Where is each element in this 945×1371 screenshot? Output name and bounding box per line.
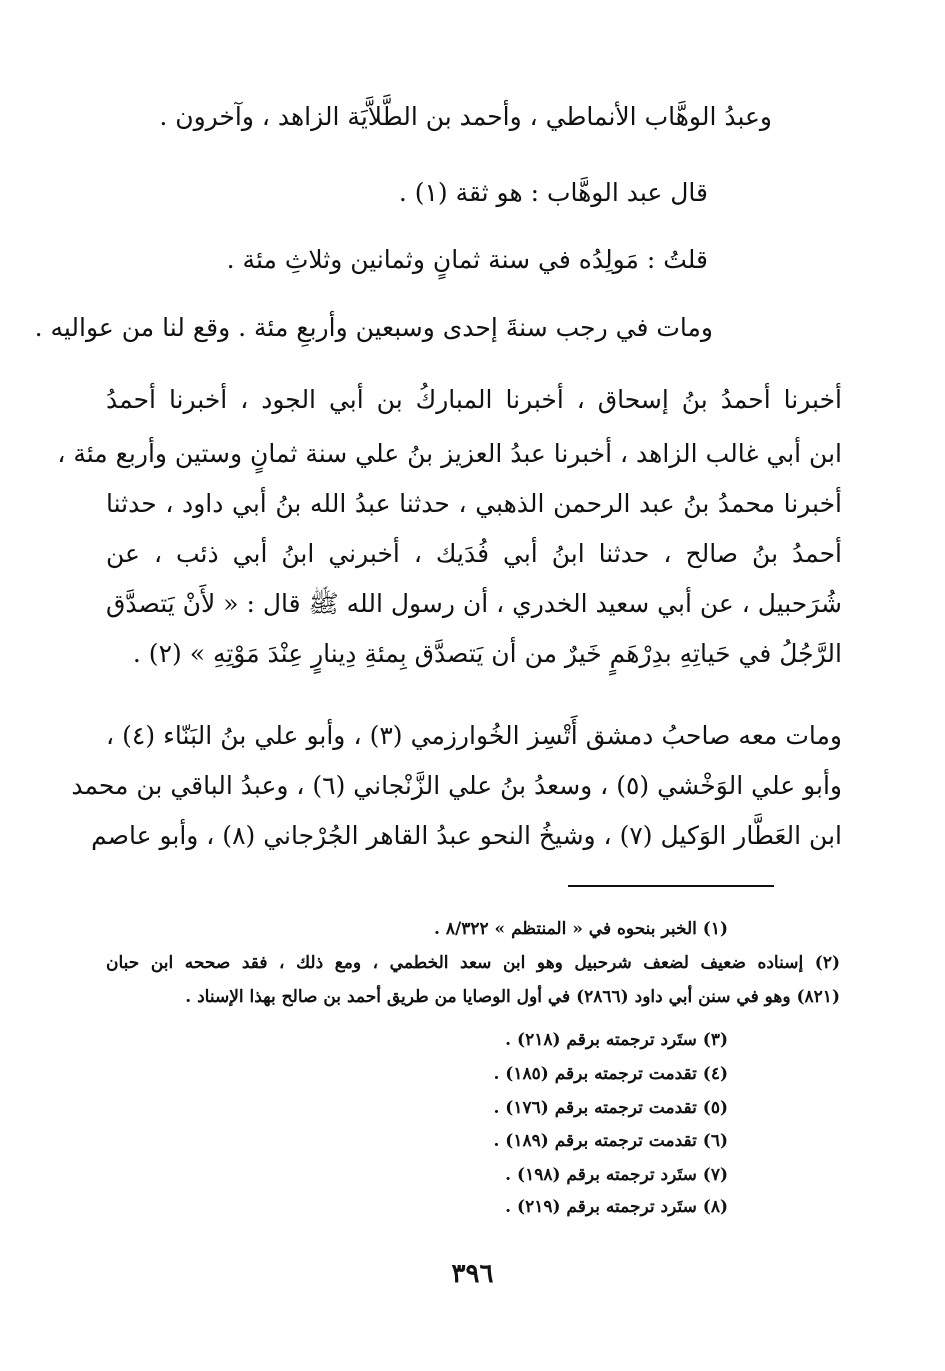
footnote-separator — [568, 885, 774, 887]
footnote-1: (١) الخبر بنحوه في « المنتظم » ٨/٣٢٢ . — [434, 919, 728, 939]
hadith-line-2: ابن أبي غالب الزاهد ، أخبرنا عبدُ العزيز بنُ علي سنة ثمانٍ وستين وأربع مئة ، — [57, 439, 842, 468]
text-line-top: وعبدُ الوهَّاب الأنماطي ، وأحمد بن الطَّلاَّيَة الزاهد ، وآخرون . — [159, 102, 772, 131]
footnote-3: (٣) ستَرد ترجمته برقم (٢١٨) . — [505, 1030, 728, 1050]
footnote-2-line-2: (٨٢١) وهو في سنن أبي داود (٢٨٦٦) في أول الوصايا من طريق أحمد بن صالح بهذا الإسناد . — [185, 987, 840, 1007]
hadith-line-3: أخبرنا محمدُ بنُ عبد الرحمن الذهبي ، حدثنا عبدُ الله بنُ أبي داود ، حدثنا — [106, 489, 842, 518]
footnote-4: (٤) تقدمت ترجمته برقم (١٨٥) . — [493, 1064, 728, 1084]
text-line-note-thiqa: قال عبد الوهَّاب : هو ثقة (١) . — [398, 178, 708, 207]
hadith-line-5: شُرَحبيل ، عن أبي سعيد الخدري ، أن رسول الله ﷺ قال : « لأَنْ يَتصدَّق — [106, 589, 842, 618]
page-number: ٣٩٦ — [451, 1259, 494, 1289]
footnote-6: (٦) تقدمت ترجمته برقم (١٨٩) . — [493, 1131, 728, 1151]
death-line-2: وأبو علي الوَخْشي (٥) ، وسعدُ بنُ علي الزَّنْجاني (٦) ، وعبدُ الباقي بن محمد — [71, 771, 842, 800]
footnote-5: (٥) تقدمت ترجمته برقم (١٧٦) . — [493, 1098, 728, 1118]
death-line-3: ابن العَطَّار الوَكيل (٧) ، وشيخُ النحو عبدُ القاهر الجُرْجاني (٨) ، وأبو عاصم — [91, 821, 842, 850]
footnote-2-line-1: (٢) إسناده ضعيف لضعف شرحبيل وهو ابن سعد الخطمي ، ومع ذلك ، فقد صححه ابن حبان — [106, 953, 840, 973]
footnote-8: (٨) ستَرد ترجمته برقم (٢١٩) . — [505, 1197, 728, 1217]
hadith-line-6: الرَّجُلُ في حَياتِهِ بدِرْهَمٍ خَيرٌ من أن يَتصدَّق بِمئةِ دِينارٍ عِنْدَ مَوْتِهِ » (٢) . — [132, 639, 842, 668]
text-line-note-death: ومات في رجب سنةَ إحدى وسبعين وأربعِ مئة . وقع لنا من عواليه . — [34, 313, 713, 342]
hadith-line-4: أحمدُ بنُ صالح ، حدثنا ابنُ أبي فُدَيك ، أخبرني ابنُ أبي ذئب ، عن — [106, 539, 842, 568]
footnote-7: (٧) ستَرد ترجمته برقم (١٩٨) . — [505, 1165, 728, 1185]
death-line-1: ومات معه صاحبُ دمشق أَتْسِز الخُوارزمي (٣) ، وأبو علي بنُ البَنّاء (٤) ، — [106, 721, 842, 750]
hadith-line-1: أخبرنا أحمدُ بنُ إسحاق ، أخبرنا المباركُ بن أبي الجود ، أخبرنا أحمدُ — [106, 385, 842, 414]
text-line-note-birth: قلتُ : مَولِدُه في سنة ثمانٍ وثمانين وثلاثِ مئة . — [226, 245, 708, 274]
